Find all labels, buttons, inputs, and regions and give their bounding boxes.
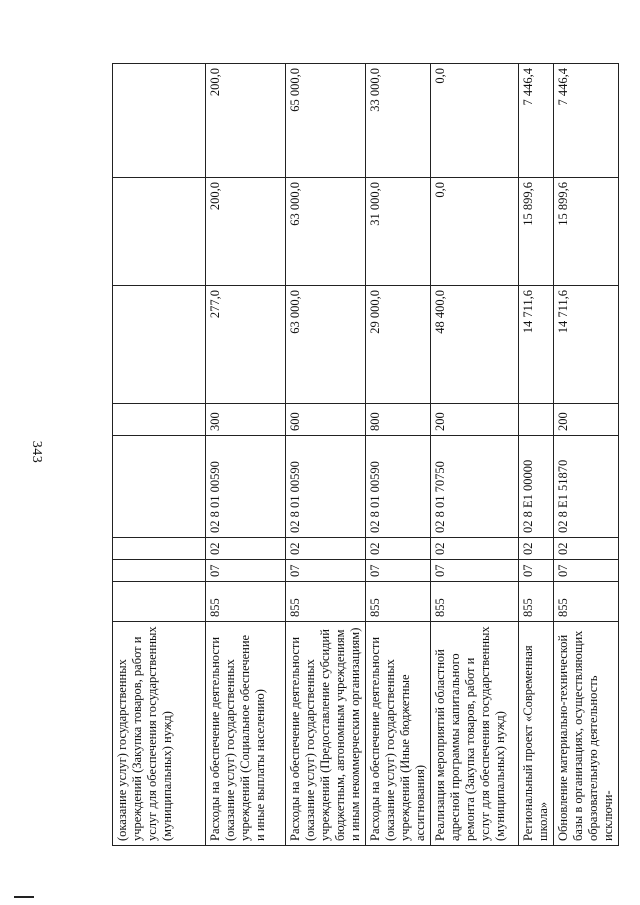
row-csr: 02 8 01 00590: [206, 436, 286, 538]
row-rz: [113, 560, 206, 582]
row-ved: 855: [431, 582, 519, 622]
table-row: [206, 64, 286, 846]
row-ved: 855: [519, 582, 554, 622]
row-value-1: 63 000,0: [286, 286, 366, 404]
table-row: [366, 64, 431, 846]
table-row: [431, 64, 519, 846]
row-rz: 07: [519, 560, 554, 582]
row-value-1: 277,0: [206, 286, 286, 404]
row-value-1: [113, 286, 206, 404]
row-ved: 855: [554, 582, 619, 622]
row-ved: [113, 582, 206, 622]
row-ved: 855: [366, 582, 431, 622]
row-value-3: 200,0: [206, 64, 286, 178]
row-value-2: 31 000,0: [366, 178, 431, 286]
row-value-3: 0,0: [431, 64, 519, 178]
row-ved: 855: [286, 582, 366, 622]
row-pr: 02: [366, 538, 431, 560]
row-pr: [113, 538, 206, 560]
row-csr: 02 8 01 00590: [366, 436, 431, 538]
table-row: [554, 64, 619, 846]
row-rz: 07: [554, 560, 619, 582]
row-value-2: 15 899,6: [519, 178, 554, 286]
row-value-2: 0,0: [431, 178, 519, 286]
row-rz: 07: [431, 560, 519, 582]
row-csr: 02 8 01 70750: [431, 436, 519, 538]
budget-table: [112, 63, 619, 846]
row-vr: 200: [554, 404, 619, 436]
row-value-3: 7 446,4: [519, 64, 554, 178]
row-rz: 07: [286, 560, 366, 582]
page-number: 343: [29, 440, 44, 464]
row-vr: 300: [206, 404, 286, 436]
row-vr: 800: [366, 404, 431, 436]
row-pr: 02: [554, 538, 619, 560]
row-value-1: 14 711,6: [519, 286, 554, 404]
scan-edge-mark: [14, 896, 34, 898]
row-pr: 02: [206, 538, 286, 560]
row-value-1: 29 000,0: [366, 286, 431, 404]
table-row: [286, 64, 366, 846]
rotated-table-container: [112, 64, 615, 846]
row-value-3: [113, 64, 206, 178]
row-name: Расходы на обеспечение деятельности (оказание услуг) государственных учреждений (Иные бюджетные ассигнования): [366, 622, 431, 846]
row-name: Реализация мероприятий областной адресной программы капитального ремонта (Закупка товаров, работ и услуг для обеспечения государственных (муниципальных) нужд): [431, 622, 519, 846]
row-value-2: [113, 178, 206, 286]
row-value-2: 15 899,6: [554, 178, 619, 286]
row-value-3: 65 000,0: [286, 64, 366, 178]
row-value-1: 14 711,6: [554, 286, 619, 404]
table-row: [113, 64, 206, 846]
row-ved: 855: [206, 582, 286, 622]
row-pr: 02: [519, 538, 554, 560]
row-csr: 02 8 E1 00000: [519, 436, 554, 538]
row-value-1: 48 400,0: [431, 286, 519, 404]
row-value-3: 33 000,0: [366, 64, 431, 178]
row-value-3: 7 446,4: [554, 64, 619, 178]
row-vr: 200: [431, 404, 519, 436]
row-name: Расходы на обеспечение деятельности (оказание услуг) государственных учреждений (Предоставление субсидий бюджетным, автономным учреждениям и иным некоммерческим организациям): [286, 622, 366, 846]
row-rz: 07: [366, 560, 431, 582]
row-name: Региональный проект «Современная школа»: [519, 622, 554, 846]
row-value-2: 200,0: [206, 178, 286, 286]
table-row: [519, 64, 554, 846]
row-vr: [113, 404, 206, 436]
row-csr: 02 8 E1 51870: [554, 436, 619, 538]
row-name: (оказание услуг) государственных учреждений (Закупка товаров, работ и услуг для обеспечения государственных (муниципальных) нужд): [113, 622, 206, 846]
row-pr: 02: [431, 538, 519, 560]
row-vr: 600: [286, 404, 366, 436]
row-rz: 07: [206, 560, 286, 582]
row-name: Расходы на обеспечение деятельности (оказание услуг) государственных учреждений (Социальное обеспечение и иные выплаты населению): [206, 622, 286, 846]
row-name: Обновление материально-технической базы в организациях, осуществляющих образовательную деятельность исключи-: [554, 622, 619, 846]
row-csr: 02 8 01 00590: [286, 436, 366, 538]
row-csr: [113, 436, 206, 538]
row-pr: 02: [286, 538, 366, 560]
row-vr: [519, 404, 554, 436]
row-value-2: 63 000,0: [286, 178, 366, 286]
